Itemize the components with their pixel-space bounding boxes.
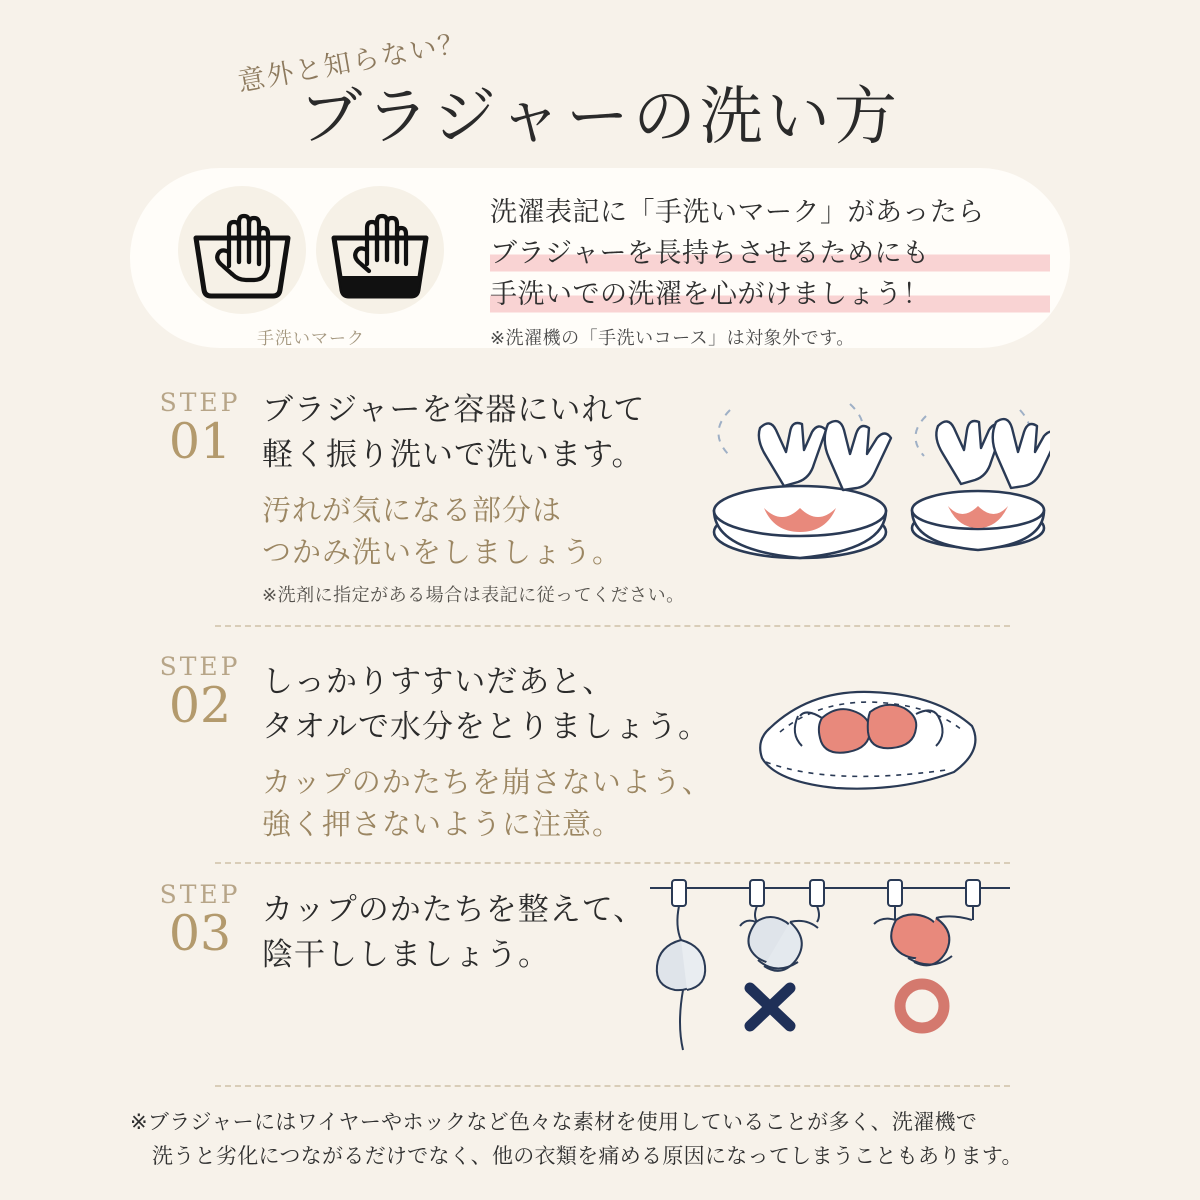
notice-note: ※洗濯機の「手洗いコース」は対象外です。 [490,328,855,350]
step-02-main-line-1: しっかりすすいだあと、 [262,664,615,700]
step-03-main-line-2: 陰干ししましょう。 [262,937,550,974]
notice-line-2: ブラジャーを長持ちさせるためにも [490,233,1050,274]
step-01-main-line-1: ブラジャーを容器にいれて [262,392,646,428]
page-title: ブラジャーの洗い方 [299,80,901,153]
notice-line-1: 洗濯表記に「手洗いマーク」があったら [490,197,985,228]
footer-line-2: 洗うと劣化につながるだけでなく、他の衣類を痛める原因になってしまうこともあります。 [152,1144,1023,1169]
page-kicker: 意外と知らない？ [235,27,470,98]
footer-note [130,1105,1090,1173]
hand-wash-mark-icon [188,204,296,300]
step-03-word: STEP [159,880,241,909]
good-mark-o [900,984,944,1028]
divider-2 [215,862,1010,864]
step-01-word: STEP [159,388,241,417]
step-02-word: STEP [159,652,241,681]
step-01-sub-line-2: つかみ洗いをしましょう。 [262,534,623,569]
step-02-sub-line-2: 強く押さないように注意。 [262,806,623,841]
step-03-body [262,888,682,979]
bad-mark-x [750,988,790,1026]
hand-wash-marks-group [166,182,456,349]
step-03-main-line-1: カップのかたちを整えて、 [262,892,646,928]
step-02-number: 02 [168,677,232,734]
bra-on-towel-illustration [740,670,1000,810]
step-03-number: 03 [168,905,232,962]
step-02-sub-line-1: カップのかたちを崩さないよう、 [262,764,712,799]
step-01-badge [125,388,275,470]
hands-washing-bra-in-basin-illustration [690,380,1050,580]
notice-card [130,168,1070,348]
step-03-badge [125,880,275,962]
step-01-sub-line-1: 汚れが気になる部分は [262,492,563,527]
divider-1 [215,625,1010,627]
hand-wash-mark-label: 手洗いマーク [257,329,365,349]
step-02-badge [125,652,275,734]
step-01-number: 01 [168,413,232,470]
hand-wash-mark-icon [326,204,434,300]
bras-hanging-on-line-illustration [650,872,1010,1072]
step-02-main-line-2: タオルで水分をとりましょう。 [262,709,710,746]
notice-text-block [490,192,1050,350]
divider-3 [215,1085,1010,1087]
step-02-body [262,660,722,845]
step-01-body [262,388,712,607]
step-01-note: ※洗剤に指定がある場合は表記に従ってください。 [262,585,685,607]
step-01-main-line-2: 軽く振り洗いで洗います。 [262,437,644,474]
notice-line-3: 手洗いでの洗濯を心がけましょう！ [490,274,1050,315]
footer-line-1: ※ブラジャーにはワイヤーやホックなど色々な素材を使用していることが多く、洗濯機で [130,1110,978,1134]
